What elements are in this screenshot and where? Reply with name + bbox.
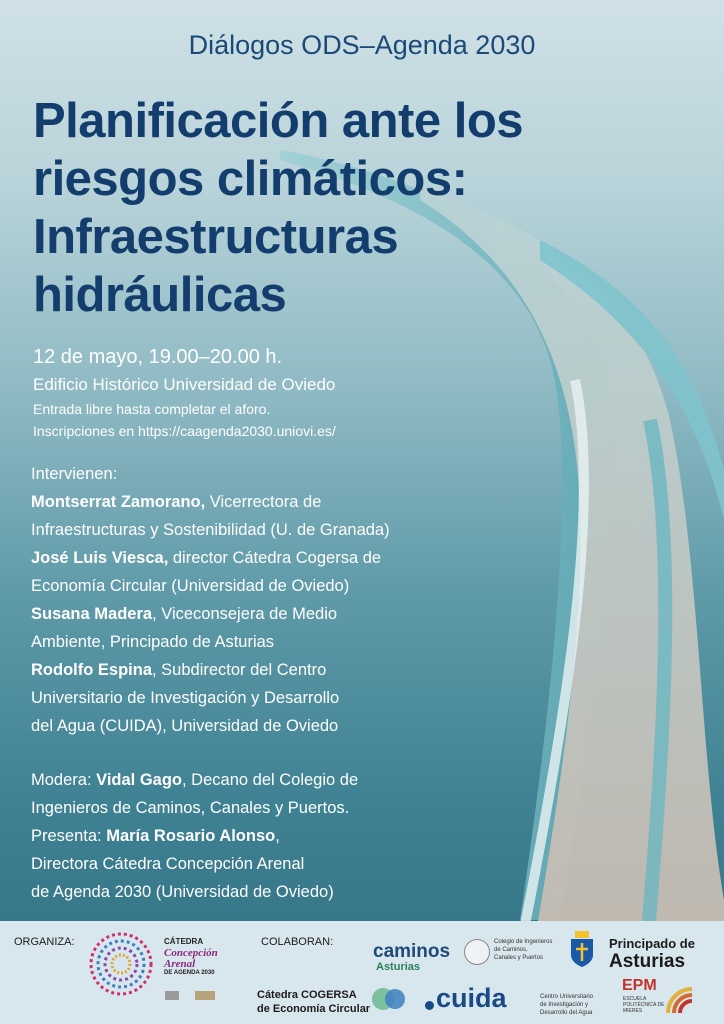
cuida-dot-icon (425, 1001, 434, 1010)
speaker-name: Montserrat Zamorano, (31, 493, 206, 511)
sdg-logo-icon (195, 991, 215, 1000)
registration-link[interactable]: Inscripciones en https://caagenda2030.uniovi.es/ (33, 423, 336, 439)
moderator (31, 766, 358, 794)
cogersa-label: Cátedra COGERSA (257, 989, 357, 1001)
presenter-role: Directora Cátedra Concepción Arenal (31, 855, 305, 873)
caminos-subtitle: Asturias (376, 961, 421, 973)
presenter-role: de Agenda 2030 (Universidad de Oviedo) (31, 883, 334, 901)
catedra-sdg-ring-icon (88, 931, 154, 997)
principado-name: Asturias (609, 951, 686, 972)
speaker-4 (31, 656, 390, 684)
speaker-role: Universitario de Investigación y Desarrollo (31, 689, 340, 707)
speaker-role: , Viceconsejera de Medio (152, 605, 338, 623)
moderator-role: , Decano del Colegio de (182, 771, 359, 789)
catedra-label: CÁTEDRA (164, 937, 204, 946)
speaker-role: Infraestructuras y Sostenibilidad (U. de Granada) (31, 521, 390, 539)
speaker-role: Vicerrectora de (205, 493, 322, 511)
speaker-2 (31, 544, 390, 572)
speaker-3 (31, 600, 390, 628)
presenter (31, 822, 358, 850)
speaker-role: director Cátedra Cogersa de (168, 549, 382, 567)
moderation-block (31, 766, 358, 906)
moderator-role: Ingenieros de Caminos, Canales y Puertos. (31, 799, 350, 817)
presenter-name: María Rosario Alonso (106, 827, 276, 845)
cogersa-subtitle: de Economía Circular (257, 1003, 371, 1015)
colegio-line: de Caminos, (494, 947, 528, 953)
epm-line: MIERES (623, 1008, 643, 1014)
speaker-role: , Subdirector del Centro (152, 661, 327, 679)
epm-text (623, 996, 664, 1014)
moderator-label: Modera: (31, 771, 97, 789)
speaker-1 (31, 488, 390, 516)
moderator-name: Vidal Gago (96, 771, 183, 789)
epm-line: POLITÉCNICA DE (623, 1002, 665, 1008)
epm-line: ESCUELA (623, 996, 647, 1002)
colegio-seal-icon (464, 939, 490, 965)
speaker-name: Rodolfo Espina (31, 661, 152, 679)
event-info (33, 342, 336, 442)
speaker-name: Susana Madera (31, 605, 153, 623)
catedra-name: Arenal (164, 958, 196, 970)
event-date: 12 de mayo, 19.00–20.00 h. (33, 346, 283, 368)
entry-note: Entrada libre hasta completar el aforo. (33, 401, 271, 417)
principado-coat-of-arms-icon (567, 929, 597, 969)
series-title: Diálogos ODS–Agenda 2030 (188, 30, 536, 60)
cuida-line: de Investigación y (540, 1002, 589, 1008)
page-title (33, 92, 673, 324)
footer-logos (0, 921, 724, 1024)
presenter-label: Presenta: (31, 827, 107, 845)
epm-logo: EPM (622, 977, 657, 994)
speaker-role: Ambiente, Principado de Asturias (31, 633, 275, 651)
colegio-line: Canales y Puertos (494, 955, 544, 961)
event-place: Edificio Histórico Universidad de Oviedo (33, 375, 336, 394)
title-line: Planificación ante los (33, 94, 524, 148)
caminos-logo: caminos (373, 941, 451, 962)
cogersa-circles-icon (371, 985, 407, 1013)
cuida-line: Centro Universitario (540, 994, 594, 1000)
organiza-label: ORGANIZA: (14, 936, 75, 948)
title-line: hidráulicas (33, 268, 287, 322)
colegio-line: Colegio de Ingenieros (494, 939, 553, 945)
uniovi-logo-icon (165, 991, 179, 1000)
speaker-role: del Agua (CUIDA), Universidad de Oviedo (31, 717, 339, 735)
colegio-text (494, 938, 552, 962)
title-line: riesgos climáticos: (33, 152, 468, 206)
speaker-name: José Luis Viesca, (31, 549, 169, 567)
catedra-name: Concepción (164, 947, 218, 959)
cuida-line: Desarrollo del Agua (540, 1010, 593, 1016)
cuida-logo: cuida (436, 983, 507, 1013)
epm-signal-icon (664, 983, 698, 1015)
title-line: Infraestructuras (33, 210, 399, 264)
speaker-role: Economía Circular (Universidad de Oviedo) (31, 577, 350, 595)
cuida-text (540, 993, 593, 1017)
speakers-list (31, 460, 390, 740)
catedra-subtitle: DE AGENDA 2030 (164, 970, 215, 976)
principado-label: Principado de (609, 936, 695, 951)
presenter-role: , (275, 827, 280, 845)
colaboran-label: COLABORAN: (261, 936, 334, 948)
speakers-intro: Intervienen: (31, 465, 118, 483)
